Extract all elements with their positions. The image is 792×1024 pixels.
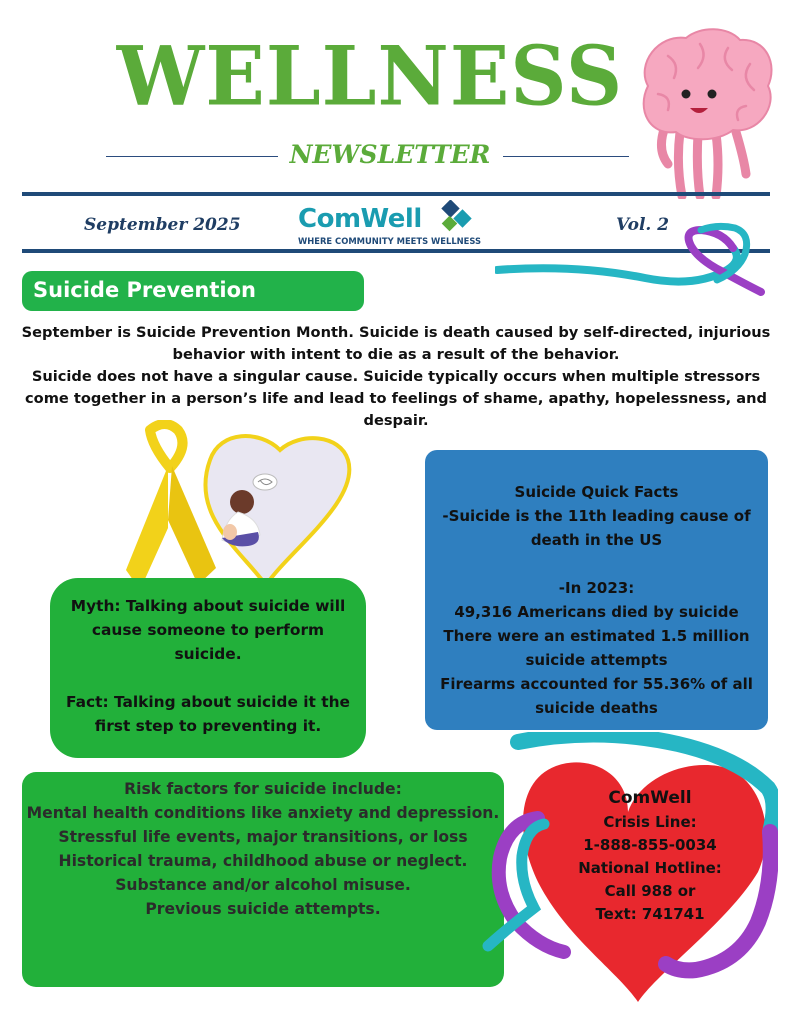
risk-item: Mental health conditions like anxiety and depression. xyxy=(26,804,500,822)
newsletter-subtitle: NEWSLETTER xyxy=(289,140,491,169)
crisis-line-label: Crisis Line: xyxy=(603,813,697,831)
crisis-line-number: 1-888-855-0034 xyxy=(583,836,717,854)
title-rule-left xyxy=(106,156,278,157)
quick-facts-box xyxy=(425,450,768,730)
hotline-text: Text: 741741 xyxy=(595,905,705,923)
title-rule-right xyxy=(503,156,629,157)
comwell-logo-tagline: WHERE COMMUNITY MEETS WELLNESS xyxy=(298,236,482,246)
issue-volume: Vol. 2 xyxy=(616,215,670,235)
myth-text: Myth: Talking about suicide will cause someone to perform suicide. xyxy=(70,597,346,663)
section-heading: Suicide Prevention xyxy=(33,278,256,302)
crisis-contact xyxy=(560,785,740,926)
intro-paragraph-1: September is Suicide Prevention Month. Suicide is death caused by self-directed, injurious behavior with intent to die as a result of the behavior. xyxy=(21,324,771,363)
risk-item: Historical trauma, childhood abuse or neglect. xyxy=(58,852,468,870)
yellow-ribbon-heart-illustration xyxy=(90,420,390,595)
risk-item: Substance and/or alcohol misuse. xyxy=(115,876,411,894)
newsletter-title: WELLNESS xyxy=(116,28,624,125)
national-hotline-label: National Hotline: xyxy=(578,859,722,877)
comwell-diamond-logo-icon xyxy=(430,200,480,236)
quick-fact-firearms: Firearms accounted for 55.36% of all suicide deaths xyxy=(440,675,753,717)
comwell-logo-wordmark: ComWell xyxy=(298,204,422,234)
brain-mascot-illustration xyxy=(628,24,778,199)
crisis-org-name: ComWell xyxy=(608,788,692,808)
intro-text xyxy=(16,322,776,432)
quick-fact-attempts: There were an estimated 1.5 million suicide attempts xyxy=(443,627,750,669)
risk-factors-box xyxy=(22,772,504,987)
masthead-rule-top xyxy=(22,192,770,196)
quick-fact-leading-cause: -Suicide is the 11th leading cause of death in the US xyxy=(442,507,751,549)
quick-fact-deaths: 49,316 Americans died by suicide xyxy=(454,603,739,621)
awareness-ribbon-icon xyxy=(495,218,775,298)
section-heading-pill xyxy=(22,271,364,311)
risk-item: Previous suicide attempts. xyxy=(145,900,381,918)
risk-item: Stressful life events, major transitions, or loss xyxy=(58,828,468,846)
quick-fact-year: -In 2023: xyxy=(558,579,635,597)
issue-date: September 2025 xyxy=(84,215,241,235)
myth-fact-box xyxy=(50,578,366,758)
quick-facts-heading: Suicide Quick Facts xyxy=(514,483,679,501)
intro-paragraph-2: Suicide does not have a singular cause. Suicide typically occurs when multiple stressors come together in a person’s life and lead to feelings of shame, apathy, hopelessness, and despair. xyxy=(25,368,767,429)
hotline-call: Call 988 or xyxy=(604,882,696,900)
fact-text: Fact: Talking about suicide it the first step to preventing it. xyxy=(65,693,350,735)
risk-heading: Risk factors for suicide include: xyxy=(124,780,402,798)
